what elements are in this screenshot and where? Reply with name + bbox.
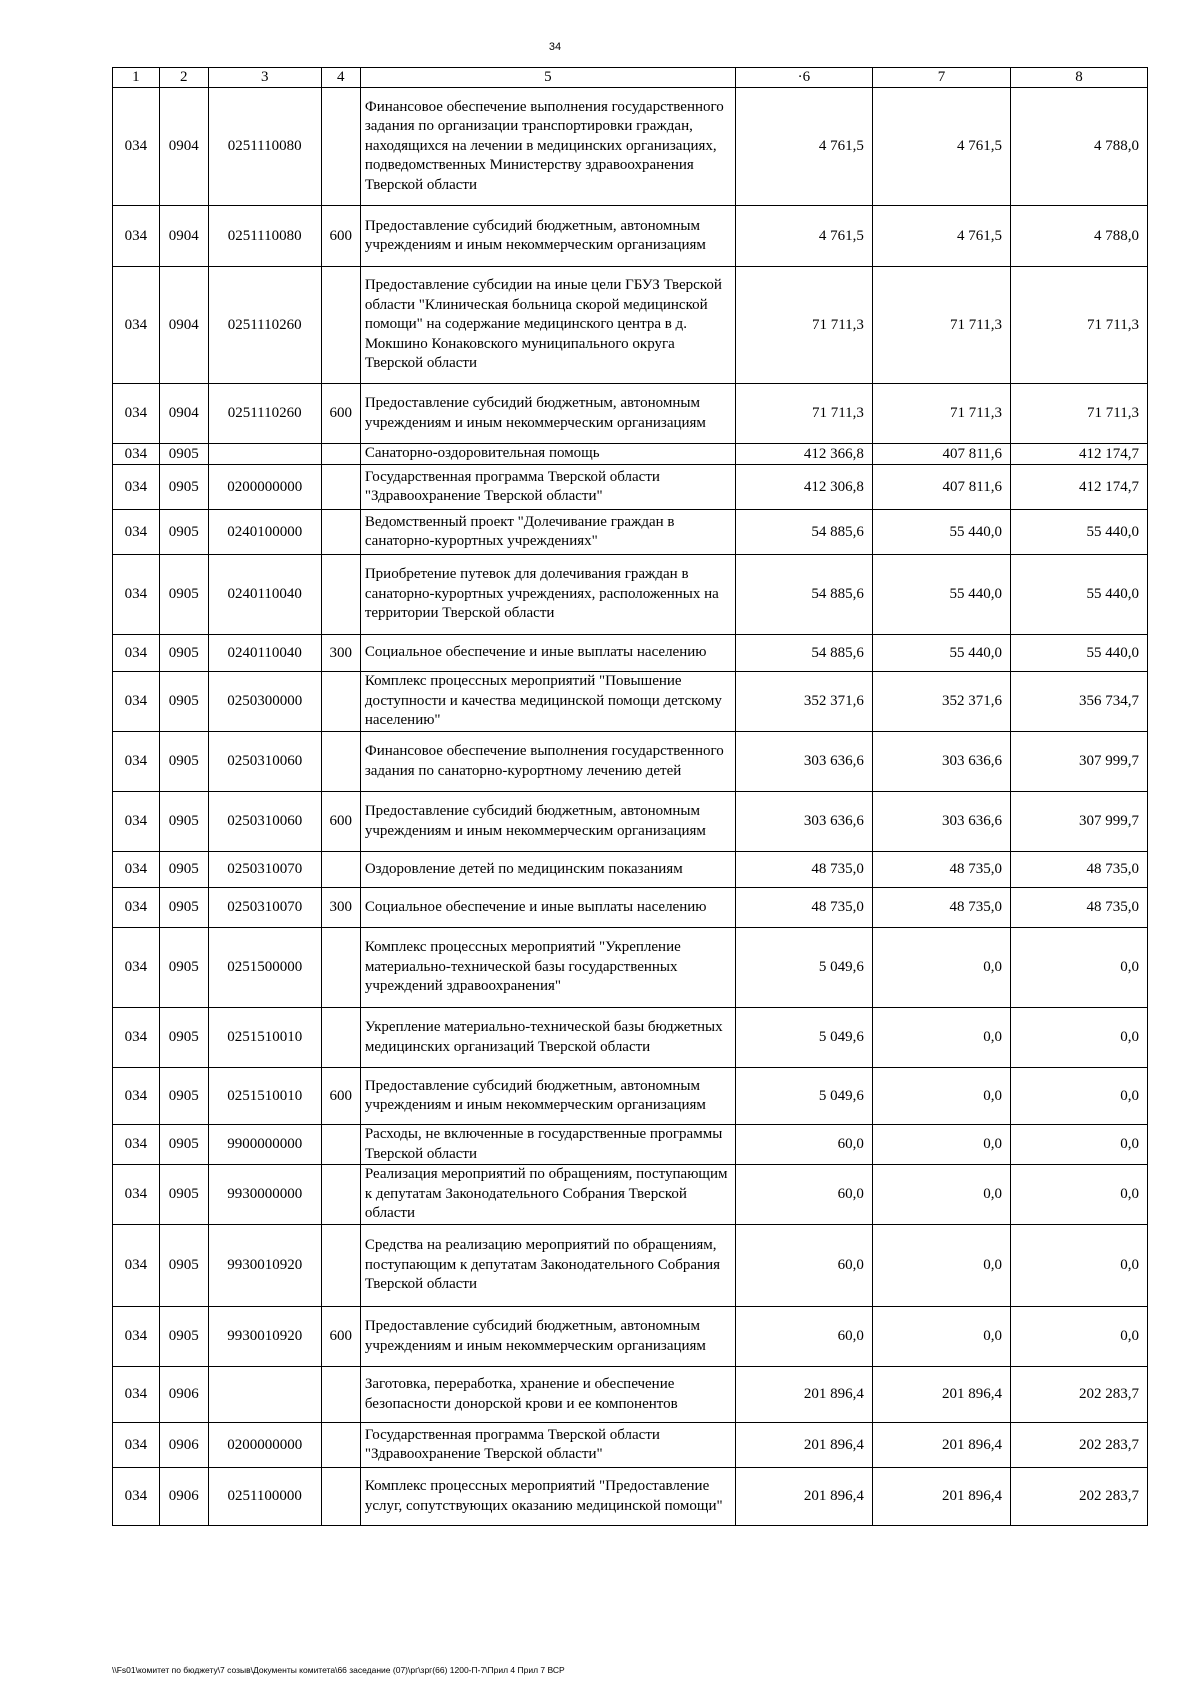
table-row bbox=[113, 888, 1148, 928]
row-value-col6: 60,0 bbox=[735, 1125, 872, 1165]
row-value-col8: 0,0 bbox=[1010, 1307, 1147, 1367]
row-name: Укрепление материально-технической базы бюджетных медицинских организаций Тверской области bbox=[360, 1008, 735, 1068]
row-value-col7: 0,0 bbox=[872, 1307, 1010, 1367]
row-code-target: 0251110080 bbox=[208, 206, 321, 267]
row-code-section: 0904 bbox=[159, 206, 208, 267]
row-value-col6: 412 306,8 bbox=[735, 465, 872, 510]
row-value-col6: 201 896,4 bbox=[735, 1423, 872, 1468]
table-row bbox=[113, 1008, 1148, 1068]
row-code-admin: 034 bbox=[113, 1225, 160, 1307]
row-code-section: 0905 bbox=[159, 1125, 208, 1165]
row-name: Социальное обеспечение и иные выплаты населению bbox=[360, 635, 735, 672]
row-code-expense-type bbox=[321, 444, 360, 465]
row-code-section: 0905 bbox=[159, 852, 208, 888]
row-code-expense-type bbox=[321, 1225, 360, 1307]
row-code-target: 0250310070 bbox=[208, 852, 321, 888]
column-header: 1 bbox=[113, 68, 160, 88]
table-row bbox=[113, 1068, 1148, 1125]
row-code-target: 0240110040 bbox=[208, 635, 321, 672]
row-code-admin: 034 bbox=[113, 888, 160, 928]
table-row bbox=[113, 1367, 1148, 1423]
row-code-admin: 034 bbox=[113, 1307, 160, 1367]
table-row bbox=[113, 852, 1148, 888]
row-name: Заготовка, переработка, хранение и обеспечение безопасности донорской крови и ее компонентов bbox=[360, 1367, 735, 1423]
row-value-col6: 201 896,4 bbox=[735, 1367, 872, 1423]
column-header: 3 bbox=[208, 68, 321, 88]
row-value-col7: 201 896,4 bbox=[872, 1423, 1010, 1468]
row-value-col7: 0,0 bbox=[872, 1068, 1010, 1125]
row-code-expense-type bbox=[321, 1008, 360, 1068]
row-code-section: 0905 bbox=[159, 1165, 208, 1225]
row-code-admin: 034 bbox=[113, 465, 160, 510]
row-value-col7: 352 371,6 bbox=[872, 672, 1010, 732]
row-value-col8: 307 999,7 bbox=[1010, 732, 1147, 792]
row-code-expense-type: 300 bbox=[321, 888, 360, 928]
row-code-admin: 034 bbox=[113, 1125, 160, 1165]
row-value-col7: 55 440,0 bbox=[872, 510, 1010, 555]
row-value-col6: 71 711,3 bbox=[735, 267, 872, 384]
row-value-col8: 55 440,0 bbox=[1010, 555, 1147, 635]
row-name: Предоставление субсидий бюджетным, автономным учреждениям и иным некоммерческим организациям bbox=[360, 792, 735, 852]
row-code-expense-type bbox=[321, 1125, 360, 1165]
row-value-col6: 54 885,6 bbox=[735, 635, 872, 672]
row-value-col7: 303 636,6 bbox=[872, 732, 1010, 792]
row-name: Государственная программа Тверской области "Здравоохранение Тверской области" bbox=[360, 1423, 735, 1468]
row-value-col8: 4 788,0 bbox=[1010, 206, 1147, 267]
row-code-expense-type bbox=[321, 1367, 360, 1423]
table-row bbox=[113, 1165, 1148, 1225]
row-code-expense-type bbox=[321, 555, 360, 635]
row-code-admin: 034 bbox=[113, 1165, 160, 1225]
row-value-col8: 356 734,7 bbox=[1010, 672, 1147, 732]
table-row bbox=[113, 88, 1148, 206]
row-value-col6: 303 636,6 bbox=[735, 792, 872, 852]
row-value-col7: 201 896,4 bbox=[872, 1468, 1010, 1526]
row-code-target: 0251100000 bbox=[208, 1468, 321, 1526]
row-code-section: 0905 bbox=[159, 465, 208, 510]
row-code-section: 0905 bbox=[159, 1225, 208, 1307]
row-code-target: 0250310070 bbox=[208, 888, 321, 928]
row-code-section: 0905 bbox=[159, 732, 208, 792]
row-code-expense-type bbox=[321, 465, 360, 510]
budget-table bbox=[112, 67, 1148, 1526]
row-code-section: 0905 bbox=[159, 444, 208, 465]
row-code-section: 0905 bbox=[159, 1307, 208, 1367]
row-code-target: 0200000000 bbox=[208, 465, 321, 510]
row-code-section: 0906 bbox=[159, 1423, 208, 1468]
row-code-target: 0251500000 bbox=[208, 928, 321, 1008]
row-code-admin: 034 bbox=[113, 672, 160, 732]
row-code-admin: 034 bbox=[113, 1367, 160, 1423]
row-value-col6: 5 049,6 bbox=[735, 1068, 872, 1125]
row-code-expense-type: 600 bbox=[321, 1068, 360, 1125]
table-row bbox=[113, 672, 1148, 732]
row-code-admin: 034 bbox=[113, 732, 160, 792]
row-value-col7: 303 636,6 bbox=[872, 792, 1010, 852]
row-value-col6: 60,0 bbox=[735, 1165, 872, 1225]
row-code-expense-type bbox=[321, 732, 360, 792]
row-code-target: 0251510010 bbox=[208, 1008, 321, 1068]
row-code-section: 0906 bbox=[159, 1367, 208, 1423]
row-name: Финансовое обеспечение выполнения государственного задания по санаторно-курортному лечению детей bbox=[360, 732, 735, 792]
row-code-target: 0251110260 bbox=[208, 267, 321, 384]
table-row bbox=[113, 792, 1148, 852]
row-value-col8: 307 999,7 bbox=[1010, 792, 1147, 852]
row-code-admin: 034 bbox=[113, 267, 160, 384]
row-code-admin: 034 bbox=[113, 206, 160, 267]
row-value-col7: 4 761,5 bbox=[872, 206, 1010, 267]
row-code-target: 9930010920 bbox=[208, 1225, 321, 1307]
row-value-col6: 60,0 bbox=[735, 1307, 872, 1367]
row-name: Предоставление субсидии на иные цели ГБУЗ Тверской области "Клиническая больница скорой медицинской помощи" на содержание медицинского центра в д. Мокшино Конаковского муниципального округа Тверской области bbox=[360, 267, 735, 384]
row-code-section: 0904 bbox=[159, 267, 208, 384]
row-code-target: 0250310060 bbox=[208, 792, 321, 852]
row-value-col8: 0,0 bbox=[1010, 1125, 1147, 1165]
row-value-col7: 407 811,6 bbox=[872, 465, 1010, 510]
row-value-col8: 4 788,0 bbox=[1010, 88, 1147, 206]
table-row bbox=[113, 444, 1148, 465]
row-code-expense-type bbox=[321, 672, 360, 732]
row-value-col8: 412 174,7 bbox=[1010, 444, 1147, 465]
table-row bbox=[113, 206, 1148, 267]
row-code-admin: 034 bbox=[113, 510, 160, 555]
row-code-target: 9930010920 bbox=[208, 1307, 321, 1367]
row-name: Оздоровление детей по медицинским показаниям bbox=[360, 852, 735, 888]
row-value-col6: 201 896,4 bbox=[735, 1468, 872, 1526]
row-code-target: 0200000000 bbox=[208, 1423, 321, 1468]
row-name: Средства на реализацию мероприятий по обращениям, поступающим к депутатам Законодательного Собрания Тверской области bbox=[360, 1225, 735, 1307]
row-code-expense-type bbox=[321, 88, 360, 206]
row-name: Расходы, не включенные в государственные программы Тверской области bbox=[360, 1125, 735, 1165]
row-value-col7: 0,0 bbox=[872, 1225, 1010, 1307]
row-code-target: 0250310060 bbox=[208, 732, 321, 792]
row-value-col6: 5 049,6 bbox=[735, 928, 872, 1008]
row-code-admin: 034 bbox=[113, 1008, 160, 1068]
row-code-admin: 034 bbox=[113, 384, 160, 444]
row-value-col8: 412 174,7 bbox=[1010, 465, 1147, 510]
row-code-admin: 034 bbox=[113, 444, 160, 465]
row-value-col7: 48 735,0 bbox=[872, 852, 1010, 888]
row-value-col6: 5 049,6 bbox=[735, 1008, 872, 1068]
row-code-target: 0251110080 bbox=[208, 88, 321, 206]
footer-file-path: \\Fs01\комитет по бюджету\7 созыв\Документы комитета\66 заседание (07)\рг\зрг(66) 1200-П-7\Прил 4 Прил 7 ВСР bbox=[112, 1665, 565, 1675]
table-row bbox=[113, 928, 1148, 1008]
table-row bbox=[113, 1423, 1148, 1468]
row-code-section: 0905 bbox=[159, 928, 208, 1008]
row-code-admin: 034 bbox=[113, 1068, 160, 1125]
column-header: ·6 bbox=[735, 68, 872, 88]
table-row bbox=[113, 635, 1148, 672]
row-value-col6: 48 735,0 bbox=[735, 888, 872, 928]
row-code-section: 0905 bbox=[159, 555, 208, 635]
row-code-expense-type bbox=[321, 510, 360, 555]
row-value-col6: 54 885,6 bbox=[735, 555, 872, 635]
row-value-col8: 0,0 bbox=[1010, 1008, 1147, 1068]
row-name: Государственная программа Тверской области "Здравоохранение Тверской области" bbox=[360, 465, 735, 510]
row-value-col8: 0,0 bbox=[1010, 1068, 1147, 1125]
row-code-target: 0251110260 bbox=[208, 384, 321, 444]
row-value-col8: 48 735,0 bbox=[1010, 852, 1147, 888]
row-code-target: 0250300000 bbox=[208, 672, 321, 732]
row-code-section: 0905 bbox=[159, 1068, 208, 1125]
row-name: Комплекс процессных мероприятий "Повышение доступности и качества медицинской помощи детскому населению" bbox=[360, 672, 735, 732]
row-value-col6: 4 761,5 bbox=[735, 88, 872, 206]
row-name: Комплекс процессных мероприятий "Предоставление услуг, сопутствующих оказанию медицинской помощи" bbox=[360, 1468, 735, 1526]
table-row bbox=[113, 732, 1148, 792]
row-code-target bbox=[208, 1367, 321, 1423]
row-value-col7: 71 711,3 bbox=[872, 267, 1010, 384]
table-row bbox=[113, 384, 1148, 444]
row-code-target: 0240100000 bbox=[208, 510, 321, 555]
column-header: 2 bbox=[159, 68, 208, 88]
table-row bbox=[113, 1468, 1148, 1526]
row-name: Реализация мероприятий по обращениям, поступающим к депутатам Законодательного Собрания Тверской области bbox=[360, 1165, 735, 1225]
row-value-col7: 48 735,0 bbox=[872, 888, 1010, 928]
table-row bbox=[113, 465, 1148, 510]
row-name: Предоставление субсидий бюджетным, автономным учреждениям и иным некоммерческим организациям bbox=[360, 206, 735, 267]
row-value-col7: 55 440,0 bbox=[872, 635, 1010, 672]
column-header: 5 bbox=[360, 68, 735, 88]
row-value-col8: 71 711,3 bbox=[1010, 384, 1147, 444]
column-header: 7 bbox=[872, 68, 1010, 88]
row-code-target: 0251510010 bbox=[208, 1068, 321, 1125]
row-value-col8: 0,0 bbox=[1010, 928, 1147, 1008]
row-name: Финансовое обеспечение выполнения государственного задания по организации транспортировки граждан, находящихся на лечении в медицинских организациях, подведомственных Министерству здравоохранения Тверской области bbox=[360, 88, 735, 206]
row-name: Предоставление субсидий бюджетным, автономным учреждениям и иным некоммерческим организациям bbox=[360, 1307, 735, 1367]
row-value-col6: 71 711,3 bbox=[735, 384, 872, 444]
row-value-col8: 202 283,7 bbox=[1010, 1468, 1147, 1526]
row-code-admin: 034 bbox=[113, 928, 160, 1008]
row-code-section: 0905 bbox=[159, 1008, 208, 1068]
row-value-col8: 202 283,7 bbox=[1010, 1423, 1147, 1468]
row-code-expense-type bbox=[321, 267, 360, 384]
table-row bbox=[113, 510, 1148, 555]
row-code-admin: 034 bbox=[113, 88, 160, 206]
row-code-admin: 034 bbox=[113, 852, 160, 888]
row-code-admin: 034 bbox=[113, 1423, 160, 1468]
row-code-admin: 034 bbox=[113, 1468, 160, 1526]
table-row bbox=[113, 1225, 1148, 1307]
row-code-admin: 034 bbox=[113, 792, 160, 852]
row-value-col6: 352 371,6 bbox=[735, 672, 872, 732]
row-code-expense-type: 600 bbox=[321, 792, 360, 852]
row-value-col7: 4 761,5 bbox=[872, 88, 1010, 206]
column-header: 8 bbox=[1010, 68, 1147, 88]
row-code-target: 0240110040 bbox=[208, 555, 321, 635]
row-code-section: 0906 bbox=[159, 1468, 208, 1526]
row-value-col7: 407 811,6 bbox=[872, 444, 1010, 465]
row-name: Санаторно-оздоровительная помощь bbox=[360, 444, 735, 465]
table-row bbox=[113, 1125, 1148, 1165]
row-value-col8: 0,0 bbox=[1010, 1225, 1147, 1307]
row-code-target: 9930000000 bbox=[208, 1165, 321, 1225]
row-code-expense-type bbox=[321, 1423, 360, 1468]
row-code-section: 0905 bbox=[159, 792, 208, 852]
row-code-expense-type bbox=[321, 1468, 360, 1526]
row-code-expense-type bbox=[321, 1165, 360, 1225]
row-value-col8: 202 283,7 bbox=[1010, 1367, 1147, 1423]
row-name: Ведомственный проект "Долечивание граждан в санаторно-курортных учреждениях" bbox=[360, 510, 735, 555]
row-value-col6: 412 366,8 bbox=[735, 444, 872, 465]
row-name: Комплекс процессных мероприятий "Укрепление материально-технической базы государственных учреждений здравоохранения" bbox=[360, 928, 735, 1008]
row-code-section: 0905 bbox=[159, 510, 208, 555]
row-value-col7: 0,0 bbox=[872, 1125, 1010, 1165]
row-value-col7: 0,0 bbox=[872, 1165, 1010, 1225]
row-code-section: 0904 bbox=[159, 88, 208, 206]
row-value-col8: 48 735,0 bbox=[1010, 888, 1147, 928]
row-value-col7: 201 896,4 bbox=[872, 1367, 1010, 1423]
row-code-expense-type: 600 bbox=[321, 206, 360, 267]
table-row bbox=[113, 555, 1148, 635]
row-code-admin: 034 bbox=[113, 635, 160, 672]
row-value-col8: 71 711,3 bbox=[1010, 267, 1147, 384]
row-name: Предоставление субсидий бюджетным, автономным учреждениям и иным некоммерческим организациям bbox=[360, 1068, 735, 1125]
row-value-col8: 0,0 bbox=[1010, 1165, 1147, 1225]
row-code-target bbox=[208, 444, 321, 465]
row-value-col6: 303 636,6 bbox=[735, 732, 872, 792]
row-value-col6: 60,0 bbox=[735, 1225, 872, 1307]
row-value-col8: 55 440,0 bbox=[1010, 510, 1147, 555]
page-number: 34 bbox=[548, 41, 562, 53]
row-value-col6: 4 761,5 bbox=[735, 206, 872, 267]
table-row bbox=[113, 1307, 1148, 1367]
row-value-col7: 71 711,3 bbox=[872, 384, 1010, 444]
row-code-expense-type bbox=[321, 852, 360, 888]
row-code-expense-type bbox=[321, 928, 360, 1008]
row-code-section: 0905 bbox=[159, 672, 208, 732]
row-name: Социальное обеспечение и иные выплаты населению bbox=[360, 888, 735, 928]
row-code-target: 9900000000 bbox=[208, 1125, 321, 1165]
row-name: Приобретение путевок для долечивания граждан в санаторно-курортных учреждениях, расположенных на территории Тверской области bbox=[360, 555, 735, 635]
row-value-col7: 0,0 bbox=[872, 1008, 1010, 1068]
row-code-expense-type: 600 bbox=[321, 1307, 360, 1367]
table-header-row bbox=[113, 68, 1148, 88]
row-code-section: 0905 bbox=[159, 635, 208, 672]
row-code-section: 0905 bbox=[159, 888, 208, 928]
row-value-col6: 54 885,6 bbox=[735, 510, 872, 555]
row-name: Предоставление субсидий бюджетным, автономным учреждениям и иным некоммерческим организациям bbox=[360, 384, 735, 444]
row-code-expense-type: 600 bbox=[321, 384, 360, 444]
row-code-section: 0904 bbox=[159, 384, 208, 444]
row-value-col6: 48 735,0 bbox=[735, 852, 872, 888]
column-header: 4 bbox=[321, 68, 360, 88]
row-code-admin: 034 bbox=[113, 555, 160, 635]
row-value-col8: 55 440,0 bbox=[1010, 635, 1147, 672]
row-code-expense-type: 300 bbox=[321, 635, 360, 672]
table-row bbox=[113, 267, 1148, 384]
row-value-col7: 0,0 bbox=[872, 928, 1010, 1008]
row-value-col7: 55 440,0 bbox=[872, 555, 1010, 635]
